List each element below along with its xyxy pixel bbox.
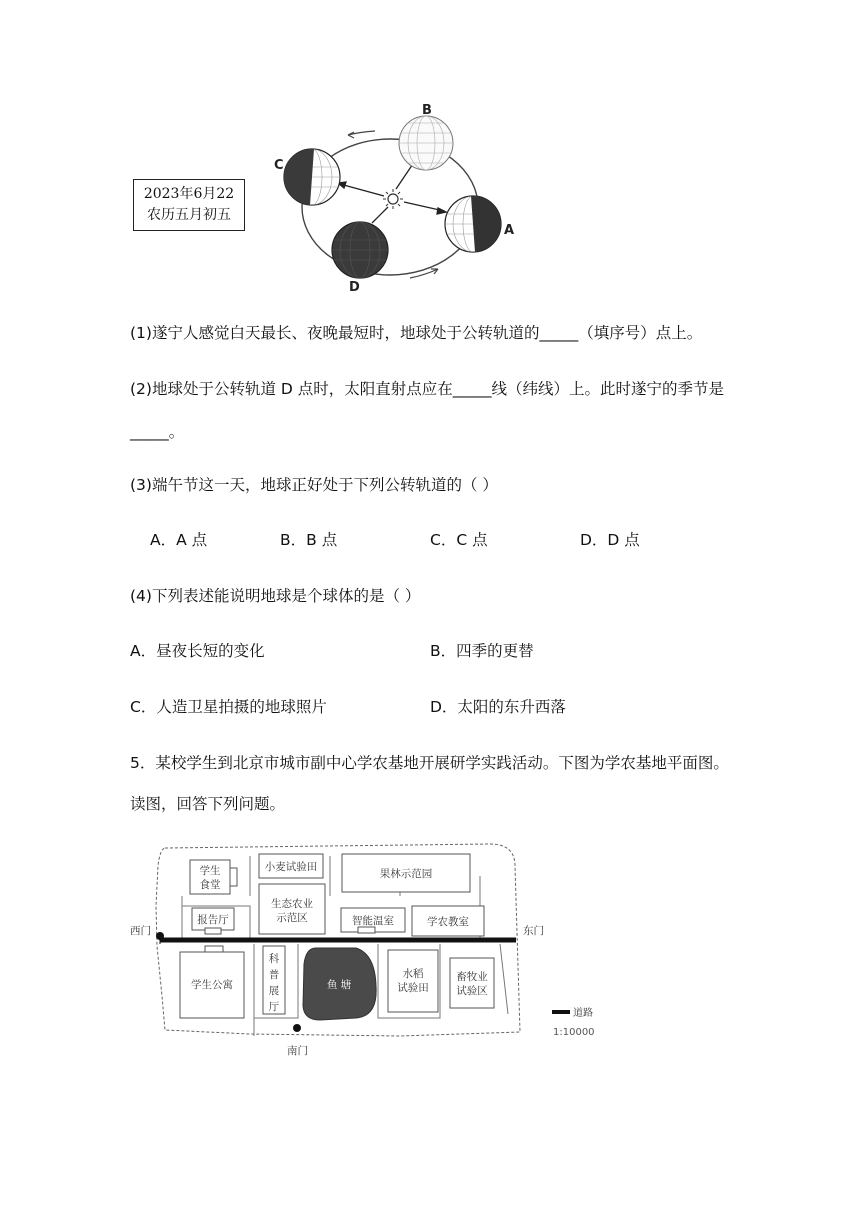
label-b: B — [422, 103, 432, 118]
canteen-label-2: 食堂 — [199, 879, 221, 891]
science-label-2: 普 — [268, 969, 280, 981]
earth-orbit-diagram — [260, 95, 530, 300]
rice-field — [388, 950, 438, 1012]
science-label-1: 科 — [268, 953, 280, 965]
question-4: (4)下列表述能说明地球是个球体的是（ ） — [130, 587, 421, 605]
east-gate-label: 东门 — [523, 925, 544, 937]
q3-option-b: B．B 点 — [280, 531, 338, 549]
science-label-4: 厅 — [268, 1001, 280, 1013]
south-gate-label: 南门 — [287, 1045, 308, 1057]
eco-label-2: 示范区 — [276, 912, 308, 924]
question-2-line-1: (2)地球处于公转轨道 D 点时，太阳直射点应在_____线（纬线）上。此时遂宁的季节是 — [130, 380, 724, 398]
q3-option-c: C．C 点 — [430, 531, 488, 549]
earth-a — [445, 196, 501, 252]
livestock-label-1: 畜牧业 — [456, 971, 488, 983]
west-gate-label: 西门 — [130, 925, 151, 937]
south-gate-dot — [293, 1024, 301, 1032]
q4-option-c: C．人造卫星拍摄的地球照片 — [130, 698, 327, 716]
question-3: (3)端午节这一天，地球正好处于下列公转轨道的（ ） — [130, 476, 498, 494]
label-c: C — [274, 158, 284, 173]
dorm-label: 学生公寓 — [191, 979, 233, 991]
farm-base-map — [120, 836, 610, 1062]
label-a: A — [504, 223, 515, 238]
q3-option-d: D．D 点 — [580, 531, 640, 549]
wheat-label: 小麦试验田 — [264, 861, 318, 873]
map-scale: 1:10000 — [553, 1027, 595, 1038]
west-gate-dot — [156, 932, 164, 940]
earth-b — [399, 116, 453, 170]
classroom-label: 学农教室 — [427, 916, 469, 928]
orchard-label: 果林示范园 — [379, 868, 433, 880]
q3-option-a: A．A 点 — [150, 531, 208, 549]
q4-option-d: D．太阳的东升西落 — [430, 698, 566, 716]
question-2-line-2: _____。 — [130, 423, 185, 441]
science-label-3: 展 — [268, 985, 280, 997]
livestock-zone — [450, 958, 494, 1008]
pond-label: 鱼 塘 — [326, 979, 352, 991]
label-d: D — [349, 280, 360, 295]
legend-road-label: 道路 — [573, 1008, 593, 1019]
date-line-2: 农历五月初五 — [147, 207, 231, 223]
eco-label-1: 生态农业 — [271, 898, 313, 910]
livestock-label-2: 试验区 — [456, 985, 488, 997]
rice-label-2: 试验田 — [397, 982, 429, 994]
question-5-line-1: 5．某校学生到北京市城市副中心学农基地开展研学实践活动。下图为学农基地平面图。 — [130, 754, 729, 772]
earth-c — [284, 149, 340, 205]
question-1: (1)遂宁人感觉白天最长、夜晚最短时，地球处于公转轨道的_____（填序号）点上。 — [130, 324, 703, 342]
rice-label-1: 水稻 — [402, 968, 424, 980]
q4-option-a: A．昼夜长短的变化 — [130, 642, 265, 660]
sun-icon — [383, 189, 403, 209]
date-line-1: 2023年6月22 — [143, 186, 235, 202]
report-hall-label: 报告厅 — [197, 914, 229, 926]
canteen-label-1: 学生 — [199, 865, 221, 877]
earth-d — [332, 222, 388, 278]
date-box — [133, 179, 245, 231]
question-5-line-2: 读图，回答下列问题。 — [130, 795, 286, 813]
greenhouse-label: 智能温室 — [352, 915, 394, 927]
q4-option-b: B．四季的更替 — [430, 642, 534, 660]
